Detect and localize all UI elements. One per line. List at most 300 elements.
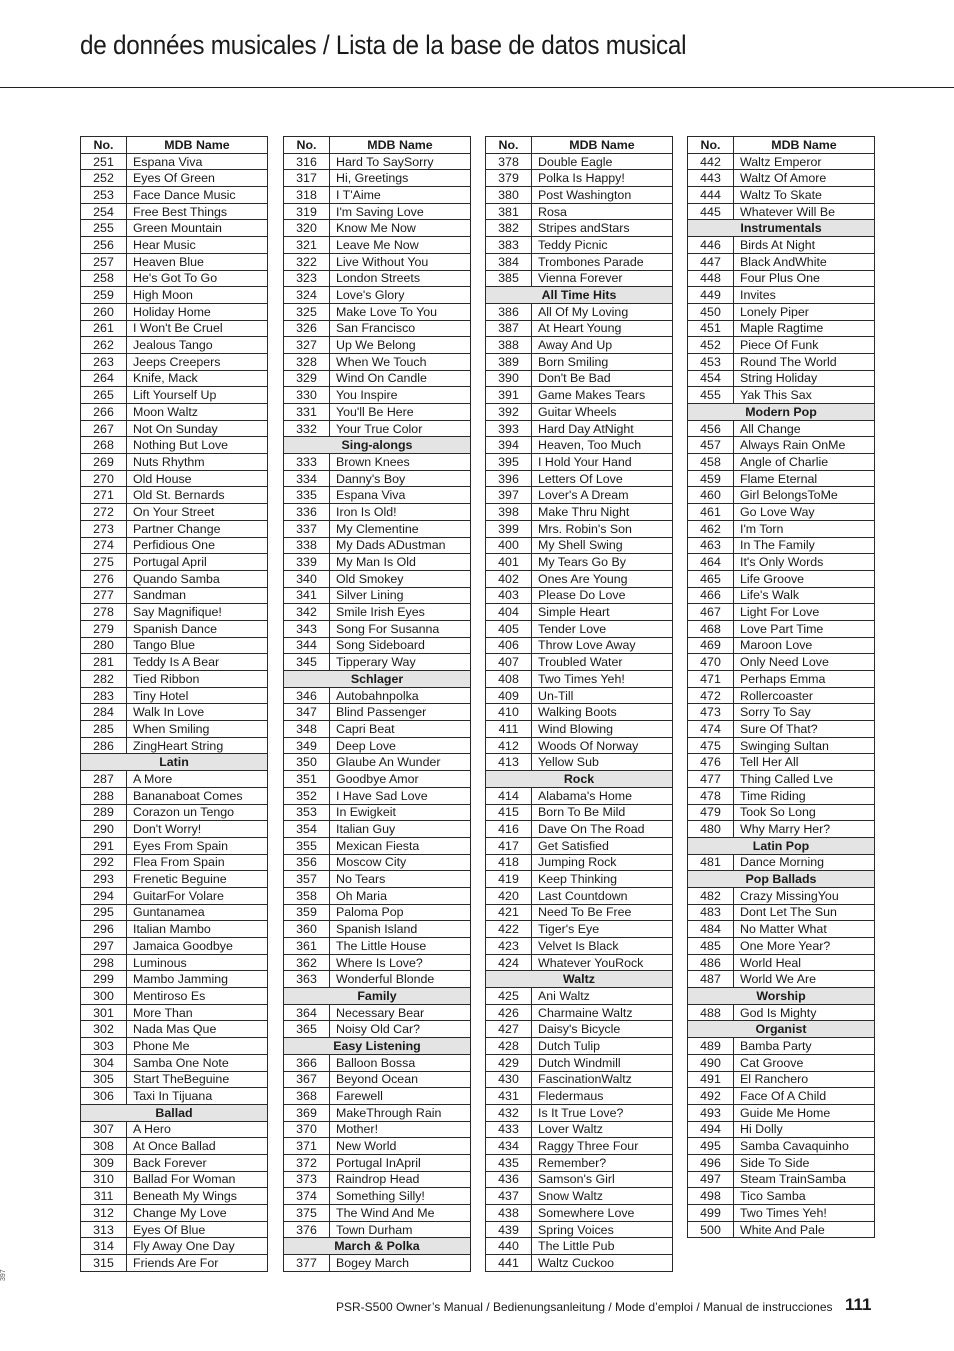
song-name: Waltz Of Amore	[734, 170, 875, 187]
song-name: Stripes andStars	[532, 220, 673, 237]
song-name: Tender Love	[532, 620, 673, 637]
table-row	[81, 1188, 268, 1205]
song-number: 423	[486, 938, 532, 955]
table-row	[284, 687, 471, 704]
song-name: He's Got To Go	[127, 270, 268, 287]
song-number: 358	[284, 887, 330, 904]
table-row	[486, 1104, 673, 1121]
song-name: Capri Beat	[330, 721, 471, 738]
song-name: Dance Morning	[734, 854, 875, 871]
table-row	[688, 904, 875, 921]
song-number: 372	[284, 1154, 330, 1171]
table-row	[688, 520, 875, 537]
song-name: I'm Torn	[734, 520, 875, 537]
footer-manual-title: PSR-S500 Owner’s Manual / Bedienungsanleitung / Mode d’emploi / Manual de instrucciones	[336, 1300, 833, 1314]
song-name: Fledermaus	[532, 1088, 673, 1105]
song-number: 304	[81, 1054, 127, 1071]
table-row	[486, 938, 673, 955]
song-name: Maroon Love	[734, 637, 875, 654]
song-number: 404	[486, 604, 532, 621]
table-row	[81, 854, 268, 871]
table-row	[688, 887, 875, 904]
table-row	[284, 704, 471, 721]
table-row	[688, 620, 875, 637]
table-row	[81, 954, 268, 971]
table-row	[486, 353, 673, 370]
song-number: 477	[688, 771, 734, 788]
song-number: 436	[486, 1171, 532, 1188]
table-row	[486, 887, 673, 904]
table-row	[284, 1004, 471, 1021]
song-number: 455	[688, 387, 734, 404]
song-name: Song Sideboard	[330, 637, 471, 654]
song-number: 260	[81, 303, 127, 320]
song-name: Hard Day AtNight	[532, 420, 673, 437]
song-name: Mrs. Robin's Son	[532, 520, 673, 537]
table-row	[81, 837, 268, 854]
category-label: Sing-alongs	[284, 437, 471, 454]
song-number: 280	[81, 637, 127, 654]
song-name: Knife, Mack	[127, 370, 268, 387]
song-number: 414	[486, 787, 532, 804]
song-number: 398	[486, 504, 532, 521]
song-name: Flame Eternal	[734, 470, 875, 487]
song-name: Waltz Cuckoo	[532, 1255, 673, 1272]
category-label: Latin Pop	[688, 837, 875, 854]
table-row	[486, 187, 673, 204]
table-row	[688, 804, 875, 821]
table-row	[81, 1004, 268, 1021]
song-name: Frenetic Beguine	[127, 871, 268, 888]
mdb-table-2	[283, 136, 471, 1272]
song-number: 495	[688, 1138, 734, 1155]
song-number: 460	[688, 487, 734, 504]
song-name: Tico Samba	[734, 1188, 875, 1205]
table-row	[688, 721, 875, 738]
song-number: 301	[81, 1004, 127, 1021]
song-number: 391	[486, 387, 532, 404]
song-number: 283	[81, 687, 127, 704]
song-number: 294	[81, 887, 127, 904]
song-name: My Man Is Old	[330, 554, 471, 571]
table-row	[688, 737, 875, 754]
song-name: Sandman	[127, 587, 268, 604]
song-number: 365	[284, 1021, 330, 1038]
song-name: Oh Maria	[330, 887, 471, 904]
song-name: Nuts Rhythm	[127, 454, 268, 471]
song-name: Old House	[127, 470, 268, 487]
song-name: Remember?	[532, 1154, 673, 1171]
song-name: Samba Cavaquinho	[734, 1138, 875, 1155]
category-row	[284, 988, 471, 1005]
table-row	[284, 604, 471, 621]
table-row	[284, 871, 471, 888]
song-name: More Than	[127, 1004, 268, 1021]
song-name: Girl BelongsToMe	[734, 487, 875, 504]
song-number: 498	[688, 1188, 734, 1205]
table-row	[284, 220, 471, 237]
table-row	[486, 904, 673, 921]
table-row	[688, 1104, 875, 1121]
table-row	[81, 437, 268, 454]
song-number: 325	[284, 303, 330, 320]
song-number: 292	[81, 854, 127, 871]
table-row	[81, 1088, 268, 1105]
table-row	[486, 1138, 673, 1155]
song-name: Mentiroso Es	[127, 988, 268, 1005]
song-name: Crazy MissingYou	[734, 887, 875, 904]
song-name: My Shell Swing	[532, 537, 673, 554]
song-name: Black AndWhite	[734, 253, 875, 270]
song-name: Need To Be Free	[532, 904, 673, 921]
song-number: 326	[284, 320, 330, 337]
table-header-row	[688, 137, 875, 154]
song-name: Walk In Love	[127, 704, 268, 721]
name-header: MDB Name	[127, 137, 268, 154]
song-number: 363	[284, 971, 330, 988]
song-number: 252	[81, 170, 127, 187]
song-number: 271	[81, 487, 127, 504]
table-row	[81, 153, 268, 170]
side-number: 397	[0, 1269, 7, 1281]
table-row	[284, 203, 471, 220]
song-number: 261	[81, 320, 127, 337]
song-name: Woods Of Norway	[532, 737, 673, 754]
song-name: San Francisco	[330, 320, 471, 337]
song-number: 379	[486, 170, 532, 187]
song-name: Deep Love	[330, 737, 471, 754]
song-number: 442	[688, 153, 734, 170]
song-name: Old St. Bernards	[127, 487, 268, 504]
table-row	[486, 604, 673, 621]
table-row	[81, 904, 268, 921]
table-row	[284, 470, 471, 487]
song-number: 313	[81, 1221, 127, 1238]
table-row	[81, 971, 268, 988]
table-row	[688, 554, 875, 571]
table-row	[284, 938, 471, 955]
name-header: MDB Name	[532, 137, 673, 154]
song-name: Troubled Water	[532, 654, 673, 671]
table-row	[81, 671, 268, 688]
category-row	[688, 988, 875, 1005]
song-name: Spring Voices	[532, 1221, 673, 1238]
song-name: Corazon un Tengo	[127, 804, 268, 821]
song-name: String Holiday	[734, 370, 875, 387]
category-label: Family	[284, 988, 471, 1005]
table-row	[284, 787, 471, 804]
table-row	[688, 1205, 875, 1222]
table-row	[81, 1171, 268, 1188]
table-row	[284, 771, 471, 788]
song-name: Smile Irish Eyes	[330, 604, 471, 621]
table-row	[284, 404, 471, 421]
song-number: 332	[284, 420, 330, 437]
song-name: I Won't Be Cruel	[127, 320, 268, 337]
table-row	[486, 1004, 673, 1021]
song-name: New World	[330, 1138, 471, 1155]
song-name: Love Part Time	[734, 620, 875, 637]
category-label: March & Polka	[284, 1238, 471, 1255]
table-row	[81, 787, 268, 804]
song-number: 424	[486, 954, 532, 971]
song-name: Wind On Candle	[330, 370, 471, 387]
table-row	[81, 1071, 268, 1088]
song-name: Hear Music	[127, 237, 268, 254]
song-name: Maple Ragtime	[734, 320, 875, 337]
table-row	[284, 537, 471, 554]
table-row	[81, 353, 268, 370]
table-row	[688, 1004, 875, 1021]
table-row	[688, 337, 875, 354]
table-row	[486, 1221, 673, 1238]
song-name: Change My Love	[127, 1205, 268, 1222]
song-number: 380	[486, 187, 532, 204]
song-name: Swinging Sultan	[734, 737, 875, 754]
song-name: Bogey March	[330, 1255, 471, 1272]
song-number: 389	[486, 353, 532, 370]
song-name: Know Me Now	[330, 220, 471, 237]
song-number: 328	[284, 353, 330, 370]
song-name: At Heart Young	[532, 320, 673, 337]
song-number: 395	[486, 454, 532, 471]
song-name: Moon Waltz	[127, 404, 268, 421]
table-row	[81, 337, 268, 354]
table-row	[486, 871, 673, 888]
no-header: No.	[284, 137, 330, 154]
song-name: The Wind And Me	[330, 1205, 471, 1222]
song-number: 487	[688, 971, 734, 988]
song-number: 413	[486, 754, 532, 771]
song-number: 324	[284, 287, 330, 304]
song-number: 278	[81, 604, 127, 621]
song-number: 471	[688, 671, 734, 688]
song-name: Is It True Love?	[532, 1104, 673, 1121]
song-number: 257	[81, 253, 127, 270]
song-name: Post Washington	[532, 187, 673, 204]
table-row	[81, 487, 268, 504]
table-row	[284, 1171, 471, 1188]
table-row	[81, 253, 268, 270]
song-name: Life Groove	[734, 570, 875, 587]
table-header-row	[284, 137, 471, 154]
song-number: 496	[688, 1154, 734, 1171]
table-row	[284, 821, 471, 838]
table-row	[284, 921, 471, 938]
song-number: 299	[81, 971, 127, 988]
song-number: 388	[486, 337, 532, 354]
song-number: 478	[688, 787, 734, 804]
song-name: Hi, Greetings	[330, 170, 471, 187]
song-name: Jumping Rock	[532, 854, 673, 871]
song-name: Beneath My Wings	[127, 1188, 268, 1205]
song-number: 375	[284, 1205, 330, 1222]
song-name: Dave On The Road	[532, 821, 673, 838]
table-row	[284, 1054, 471, 1071]
song-name: Dutch Windmill	[532, 1054, 673, 1071]
table-row	[81, 721, 268, 738]
song-number: 411	[486, 721, 532, 738]
song-number: 255	[81, 220, 127, 237]
song-number: 259	[81, 287, 127, 304]
table-row	[81, 804, 268, 821]
song-name: Silver Lining	[330, 587, 471, 604]
song-number: 383	[486, 237, 532, 254]
table-row	[284, 587, 471, 604]
header-rule	[0, 87, 954, 88]
table-row	[81, 537, 268, 554]
song-number: 408	[486, 671, 532, 688]
song-number: 256	[81, 237, 127, 254]
song-number: 440	[486, 1238, 532, 1255]
song-name: Back Forever	[127, 1154, 268, 1171]
song-number: 497	[688, 1171, 734, 1188]
song-number: 297	[81, 938, 127, 955]
category-label: Ballad	[81, 1104, 268, 1121]
song-name: Autobahnpolka	[330, 687, 471, 704]
no-header: No.	[81, 137, 127, 154]
song-number: 452	[688, 337, 734, 354]
table-row	[688, 370, 875, 387]
song-number: 472	[688, 687, 734, 704]
table-row	[284, 721, 471, 738]
song-number: 331	[284, 404, 330, 421]
song-number: 412	[486, 737, 532, 754]
table-row	[486, 988, 673, 1005]
song-number: 329	[284, 370, 330, 387]
table-row	[688, 170, 875, 187]
table-row	[688, 1088, 875, 1105]
song-name: Lift Yourself Up	[127, 387, 268, 404]
song-name: Tied Ribbon	[127, 671, 268, 688]
table-row	[486, 721, 673, 738]
song-name: Cat Groove	[734, 1054, 875, 1071]
table-row	[284, 1221, 471, 1238]
song-number: 369	[284, 1104, 330, 1121]
table-row	[688, 487, 875, 504]
song-name: Nada Mas Que	[127, 1021, 268, 1038]
song-name: Spanish Dance	[127, 620, 268, 637]
table-row	[284, 620, 471, 637]
song-number: 374	[284, 1188, 330, 1205]
category-row	[688, 1021, 875, 1038]
song-name: Old Smokey	[330, 570, 471, 587]
song-name: Jealous Tango	[127, 337, 268, 354]
song-number: 428	[486, 1038, 532, 1055]
table-row	[81, 938, 268, 955]
song-number: 286	[81, 737, 127, 754]
table-row	[688, 1121, 875, 1138]
table-row	[81, 554, 268, 571]
table-row	[688, 604, 875, 621]
table-row	[284, 1154, 471, 1171]
song-name: Love's Glory	[330, 287, 471, 304]
song-name: Samson's Girl	[532, 1171, 673, 1188]
song-number: 470	[688, 654, 734, 671]
song-name: Velvet Is Black	[532, 938, 673, 955]
song-number: 282	[81, 671, 127, 688]
song-name: Birds At Night	[734, 237, 875, 254]
song-number: 432	[486, 1104, 532, 1121]
song-number: 385	[486, 270, 532, 287]
song-number: 451	[688, 320, 734, 337]
table-row	[688, 587, 875, 604]
song-name: Free Best Things	[127, 203, 268, 220]
table-row	[81, 387, 268, 404]
song-number: 407	[486, 654, 532, 671]
table-row	[81, 1255, 268, 1272]
table-row	[284, 187, 471, 204]
song-name: Simple Heart	[532, 604, 673, 621]
table-row	[486, 320, 673, 337]
song-number: 274	[81, 537, 127, 554]
song-name: Un-Till	[532, 687, 673, 704]
song-name: Mambo Jamming	[127, 971, 268, 988]
table-row	[81, 654, 268, 671]
table-row	[486, 921, 673, 938]
song-number: 356	[284, 854, 330, 871]
song-name: Your True Color	[330, 420, 471, 437]
song-name: I Hold Your Hand	[532, 454, 673, 471]
song-name: Beyond Ocean	[330, 1071, 471, 1088]
table-row	[284, 270, 471, 287]
song-number: 321	[284, 237, 330, 254]
song-name: My Tears Go By	[532, 554, 673, 571]
song-name: Throw Love Away	[532, 637, 673, 654]
song-name: ZingHeart String	[127, 737, 268, 754]
song-name: Dont Let The Sun	[734, 904, 875, 921]
song-number: 453	[688, 353, 734, 370]
song-number: 420	[486, 887, 532, 904]
song-number: 449	[688, 287, 734, 304]
table-row	[486, 1154, 673, 1171]
song-name: When We Touch	[330, 353, 471, 370]
table-header-row	[81, 137, 268, 154]
song-name: Heaven, Too Much	[532, 437, 673, 454]
table-row	[486, 237, 673, 254]
table-row	[284, 1255, 471, 1272]
song-name: Hard To SaySorry	[330, 153, 471, 170]
song-number: 266	[81, 404, 127, 421]
table-row	[284, 854, 471, 871]
song-number: 344	[284, 637, 330, 654]
song-name: Perhaps Emma	[734, 671, 875, 688]
song-name: Don't Be Bad	[532, 370, 673, 387]
table-row	[81, 921, 268, 938]
table-row	[81, 1054, 268, 1071]
song-number: 447	[688, 253, 734, 270]
table-row	[284, 353, 471, 370]
table-row	[486, 1038, 673, 1055]
song-number: 438	[486, 1205, 532, 1222]
song-name: Took So Long	[734, 804, 875, 821]
song-number: 476	[688, 754, 734, 771]
category-row	[688, 871, 875, 888]
song-number: 307	[81, 1121, 127, 1138]
table-row	[284, 1021, 471, 1038]
song-number: 314	[81, 1238, 127, 1255]
song-number: 405	[486, 620, 532, 637]
table-row	[486, 1021, 673, 1038]
song-number: 439	[486, 1221, 532, 1238]
song-name: Waltz Emperor	[734, 153, 875, 170]
song-number: 360	[284, 921, 330, 938]
category-label: Worship	[688, 988, 875, 1005]
song-name: Jeeps Creepers	[127, 353, 268, 370]
table-row	[688, 671, 875, 688]
song-name: World We Are	[734, 971, 875, 988]
category-row	[688, 837, 875, 854]
